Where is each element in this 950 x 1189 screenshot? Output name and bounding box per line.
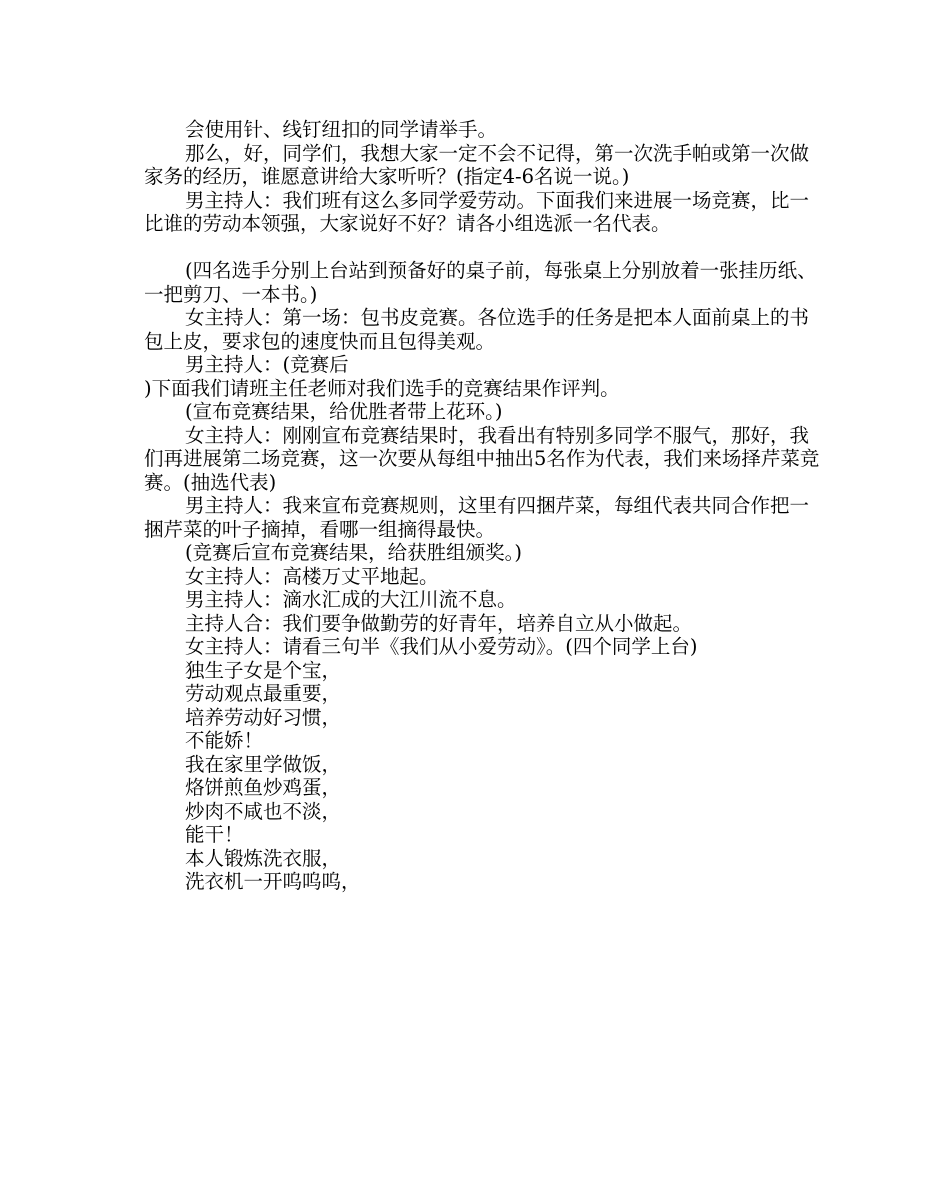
paragraph-second-contest: 女主持人：刚刚宣布竞赛结果时，我看出有特别多同学不服气，那好，我们再进展第二场竞赛，这一次要从每组中抽出5名作为代表，我们来场择芹菜竞赛。(抽选代表) (144, 423, 820, 494)
paragraph-female-host-poem-intro: 女主持人：请看三句半《我们从小爱劳动》。(四个同学上台) (185, 635, 698, 658)
poem-line: 烙饼煎鱼炒鸡蛋， (185, 776, 342, 799)
paragraph-female-host-line: 女主持人：高楼万丈平地起。 (185, 564, 439, 588)
poem-line: 独生子女是个宝， (185, 658, 342, 682)
paragraph-raise-hand: 会使用针、线钉纽扣的同学请举手。 (185, 118, 498, 141)
paragraph-hosts-together: 主持人合：我们要争做勤劳的好青年，培养自立从小做起。 (185, 611, 693, 635)
paragraph-book-cover-contest: 女主持人：第一场：包书皮竞赛。各位选手的任务是把本人面前桌上的书包上皮，要求包的速度快而且包得美观。 (144, 306, 810, 353)
poem-line: 劳动观点最重要， (185, 682, 342, 705)
document-body (144, 118, 824, 894)
paragraph-award: (竞赛后宣布竞赛结果，给获胜组颁奖。) (185, 541, 522, 564)
poem-line: 培养劳动好习惯， (185, 705, 342, 729)
poem-line: 能干！ (185, 823, 244, 846)
paragraph-male-host-competition: 男主持人：我们班有这么多同学爱劳动。下面我们来进展一场竞赛，比一比谁的劳动本领强，大家说好不好？请各小组选派一名代表。 (144, 188, 810, 235)
paragraph-teacher-judge: )下面我们请班主任老师对我们选手的竞赛结果作评判。 (144, 376, 620, 400)
paragraph-male-host-after: 男主持人：(竞赛后 (185, 353, 349, 376)
paragraph-four-contestants: (四名选手分别上台站到预备好的桌子前，每张桌上分别放着一张挂历纸、一把剪刀、一本书。) (144, 259, 817, 306)
blank-line (144, 236, 824, 260)
poem-line: 炒肉不咸也不淡， (185, 799, 342, 823)
poem-line: 本人锻炼洗衣服， (185, 846, 342, 870)
poem-line: 我在家里学做饭， (185, 752, 342, 776)
paragraph-first-chore: 那么，好，同学们，我想大家一定不会不记得，第一次洗手帕或第一次做家务的经历，谁愿意讲给大家听听？(指定4-6名说一说。) (144, 141, 810, 188)
paragraph-male-host-line: 男主持人：滴水汇成的大江川流不息。 (185, 588, 517, 611)
paragraph-announce-results: (宣布竞赛结果，给优胜者带上花环。) (185, 400, 503, 423)
paragraph-celery-rules: 男主持人：我来宣布竞赛规则，这里有四捆芹菜，每组代表共同合作把一捆芹菜的叶子摘掉，看哪一组摘得最快。 (144, 494, 810, 541)
poem-line: 洗衣机一开呜呜呜， (185, 870, 361, 893)
poem-line: 不能娇！ (185, 729, 264, 752)
